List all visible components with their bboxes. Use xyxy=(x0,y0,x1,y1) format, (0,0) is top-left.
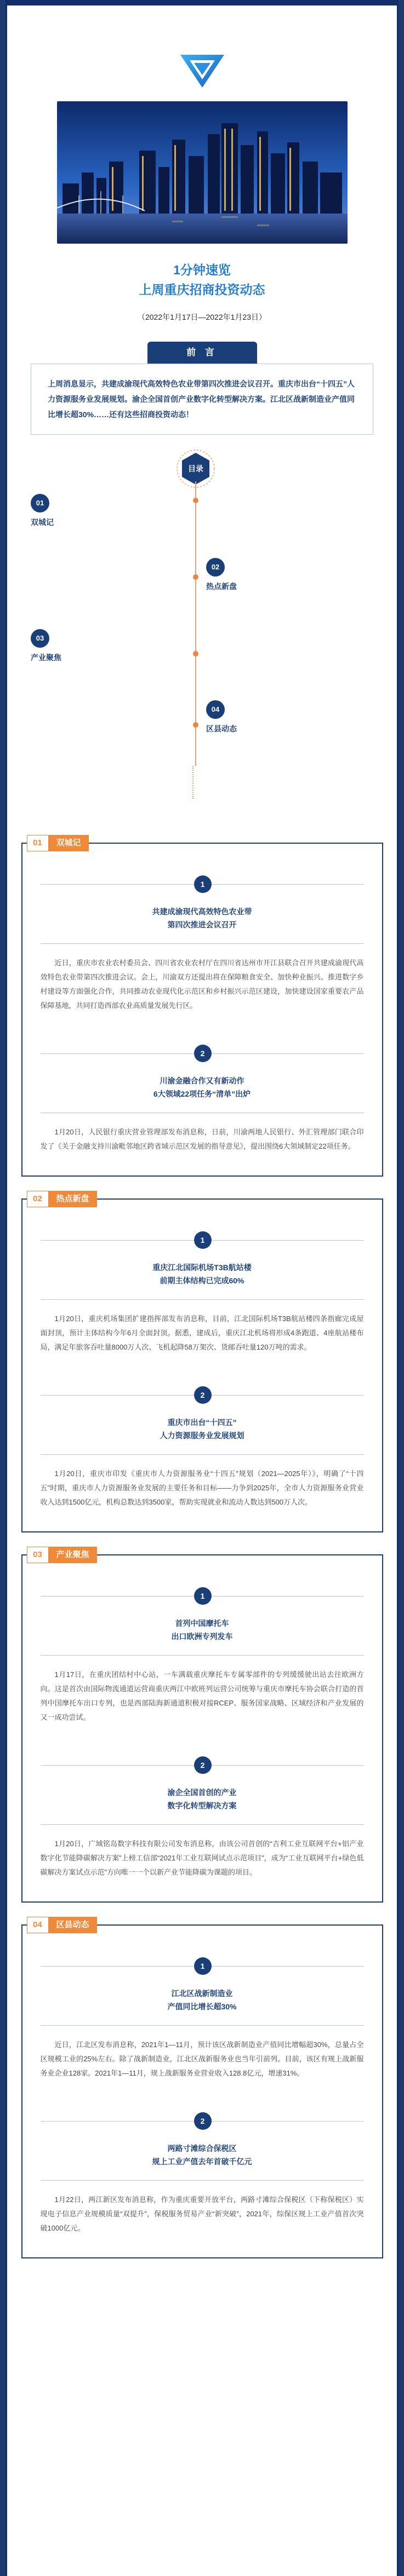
chapter-name: 区县动态 xyxy=(49,1917,97,1933)
chapter-1 xyxy=(21,838,383,1177)
article xyxy=(41,1379,364,1509)
article-title xyxy=(41,1261,364,1300)
article-body: 1月20日，重庆市印发《重庆市人力资源服务业“十四五”规划（2021—2025年）》，明确了“十四五”时期，重庆市人力资源服务业发展的主要任务和目标——力争到2025年，全市人力资源服务业营业收入达到1500亿元，机构总数达到3500家，帮助实现就业和流动人数达到500万人次。 xyxy=(40,1469,364,1506)
article-title xyxy=(41,1786,364,1825)
article-title xyxy=(41,1074,364,1113)
chapter-name: 产业聚焦 xyxy=(49,1547,97,1563)
article-number: 2 xyxy=(194,1045,212,1062)
table-of-contents xyxy=(31,448,373,843)
chapter-header xyxy=(22,1916,97,1934)
article-title-line: 重庆市出台“十四五” xyxy=(167,1418,237,1427)
chapter-number: 02 xyxy=(27,1191,49,1207)
article-title-line: 产值同比增长超30% xyxy=(167,2002,237,2011)
toc-item-label: 热点新盘 xyxy=(206,582,237,591)
article-number: 2 xyxy=(194,1756,212,1774)
article-title-line: 6大领域22项任务“清单”出炉 xyxy=(153,1090,251,1098)
title-line-2: 上周重庆招商投资动态 xyxy=(139,283,265,297)
article-divider xyxy=(41,2105,364,2137)
chapter-2 xyxy=(21,1194,383,1532)
article-divider xyxy=(41,1224,364,1257)
toc-item-label: 产业聚焦 xyxy=(31,653,61,662)
chapter-4 xyxy=(21,1920,383,2258)
toc-dot xyxy=(193,498,198,503)
article-divider xyxy=(41,1379,364,1411)
article-body: 1月17日，在重庆团结村中心站，一车满载重庆摩托车专属零部件的专列缓缓驶出站去往欧洲方向。这是首次由国际物流通道运营商重庆两江中欧班列运营公司统筹与重庆市摩托车协会联合打造的首列中国摩托车出口专列，也是西部陆海新通道积极对接RCEP、服务国家战略、区域经济和产业发展的又一成功尝试。 xyxy=(40,1670,364,1721)
chapter-3 xyxy=(21,1550,383,1903)
article-title-line: 规上工业产值去年首破千亿元 xyxy=(152,2157,252,2166)
chapter-name: 热点新盘 xyxy=(49,1191,97,1207)
toc-item-label: 双城记 xyxy=(31,518,54,527)
article-title-line: 第四次推进会议召开 xyxy=(167,920,237,929)
article-number: 1 xyxy=(194,1957,212,1975)
article-divider xyxy=(41,1749,364,1782)
preface-box xyxy=(31,364,373,435)
chapter-number: 03 xyxy=(27,1547,49,1563)
article-number: 1 xyxy=(194,1587,212,1605)
top-bar xyxy=(7,0,397,5)
preface-text: 上周消息显示，共建成渝现代高效特色农业带第四次推进会议召开。重庆市出台“十四五”人力资源服务业发展规划。渝企全国首创产业数字化转型解决方案。江北区战新制造业产值同比增长超30%……还有这些招商投资动态！ xyxy=(48,379,355,419)
toc-item-1[interactable] xyxy=(31,494,54,528)
toc-item-number: 02 xyxy=(206,558,225,577)
article-title xyxy=(41,1987,364,2026)
article-title-line: 重庆江北国际机场T3B航站楼 xyxy=(152,1263,252,1272)
toc-item-4[interactable] xyxy=(206,700,237,734)
article-number: 1 xyxy=(194,875,212,893)
article-divider xyxy=(41,1950,364,1983)
article-title-line: 首列中国摩托车 xyxy=(175,1619,229,1628)
toc-item-label: 区县动态 xyxy=(206,724,237,733)
page xyxy=(5,0,399,2576)
article-title-line: 渝企全国首创的产业 xyxy=(167,1788,237,1797)
title-line-1: 1分钟速览 xyxy=(173,263,231,277)
article-body: 1月20日，广域铭岛数字科技有限公司发布消息称，由该公司首创的“吉利工业互联网平台+铝产业数字化节能降碳解决方案”上榜工信部“2021年工业互联网试点示范项目”，成为“工业互联网平台+绿色低碳解决方案试点示范”方向唯一一个以新产业节能降碳为课题的项目。 xyxy=(40,1840,364,1876)
article-divider xyxy=(41,868,364,901)
article-title-line: 前期主体结构已完成60% xyxy=(160,1276,244,1285)
article-title xyxy=(41,1416,364,1455)
chapter-header xyxy=(22,834,89,852)
article-title-line: 共建成渝现代高效特色农业带 xyxy=(152,907,252,916)
article-body: 1月22日，两江新区发布消息称，作为重庆重要开放平台，两路寸滩综合保税区（下称保税区）实现电子信息产业规模质量“双提升”，保税服务贸易产业“新突破”，2021年，综保区规上工业产值首次突破1000亿元。 xyxy=(40,2195,364,2232)
chapter-name: 双城记 xyxy=(49,835,89,851)
article-title xyxy=(41,2142,364,2181)
toc-dot xyxy=(193,651,198,656)
article-divider xyxy=(41,1580,364,1612)
article xyxy=(41,1037,364,1154)
article xyxy=(41,868,364,1013)
toc-badge-label: 目录 xyxy=(188,464,203,473)
toc-item-2[interactable] xyxy=(206,558,237,592)
toc-dot xyxy=(193,722,198,728)
article xyxy=(41,1749,364,1880)
article-title xyxy=(41,1617,364,1656)
article-body: 近日，重庆市农业农村委员会、四川省农业农村厅在四川省达州市开江县联合召开共建成渝现代高效特色农业带第四次推进会议。会上，川渝双方还提出将在保障粮食安全、加快种业振兴、推进数字乡村建设等方面强化合作，共同推动农业现代化示范区和乡村振兴示范区建设，加快建设国家重要农产品保障基地，共同打造西部农业高质量发展先行区。 xyxy=(40,959,364,1010)
date-range: （2022年1月17日—2022年1月23日） xyxy=(137,313,266,321)
article-divider xyxy=(41,1037,364,1070)
toc-dotted-tail xyxy=(192,766,199,799)
chapter-number: 04 xyxy=(27,1917,49,1933)
article xyxy=(41,1224,364,1355)
article-title xyxy=(41,905,364,944)
toc-item-number: 01 xyxy=(31,494,49,512)
article-title-line: 数字化转型解决方案 xyxy=(167,1801,237,1810)
article-body: 近日，江北区发布消息称，2021年1—11月，预计该区战新制造业产值同比增幅超30%，总量占全区规模工业的25%左右。除了战新制造业，江北区战新服务业也当年引前列。目前，该区有规上战新服务业企业128家。2021年1—11月，规上战新服务业营业收入128.8亿元，增速31%。 xyxy=(40,2041,364,2077)
article-title-line: 江北区战新制造业 xyxy=(171,1989,233,1998)
article-body: 1月20日，人民银行重庆营业管理部发布消息称，日前，川渝两地人民银行、外汇管理部门联合印发了《关于金融支持川渝毗邻地区跨省域示范区发展的指导意见》，提出围绕6大领域制定22项任务。 xyxy=(40,1128,364,1150)
article-title-line: 川渝金融合作又有新动作 xyxy=(160,1076,244,1085)
article xyxy=(41,1950,364,2081)
article-number: 2 xyxy=(194,2112,212,2130)
article-number: 2 xyxy=(194,1386,212,1404)
preface-heading-tab xyxy=(136,342,268,364)
article xyxy=(41,2105,364,2235)
article-body: 1月20日，重庆机场集团扩建指挥部发布消息称，目前，江北国际机场T3B航站楼四条指廊完成屋面封顶，预计主体结构今年6月全面封顶。据悉，建成后，重庆江北机场将形成4条跑道、4座航站楼布局，满足年旅客吞吐量8000万人次、飞机起降58万架次、货邮吞吐量120万吨的需求。 xyxy=(40,1315,364,1351)
chapter-header xyxy=(22,1546,97,1564)
page-title xyxy=(7,260,397,299)
logo-triangle-icon xyxy=(178,52,227,90)
toc-item-number: 03 xyxy=(31,629,49,648)
toc-dot xyxy=(193,574,198,580)
toc-item-3[interactable] xyxy=(31,629,61,663)
article-title-line: 出口欧洲专列发车 xyxy=(171,1632,233,1641)
article-number: 1 xyxy=(194,1231,212,1249)
city-skyline-photo xyxy=(57,101,348,244)
chapter-number: 01 xyxy=(27,835,49,851)
chapter-header xyxy=(22,1190,97,1208)
article-title-line: 人力资源服务业发展规划 xyxy=(160,1431,244,1440)
article xyxy=(41,1580,364,1725)
article-title-line: 两路寸滩综合保税区 xyxy=(167,2144,237,2153)
toc-item-number: 04 xyxy=(206,700,225,719)
preface-heading: 前 言 xyxy=(147,342,257,364)
